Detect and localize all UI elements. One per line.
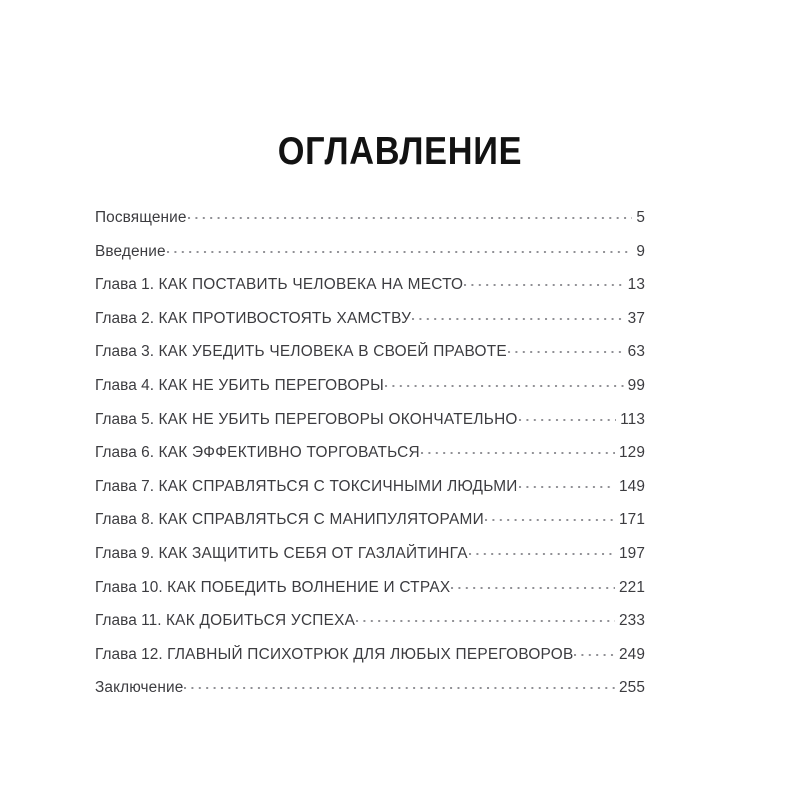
toc-entry-title: КАК УБЕДИТЬ ЧЕЛОВЕКА В СВОЕЙ ПРАВОТЕ — [158, 343, 507, 361]
toc-dot-leader — [469, 542, 615, 558]
toc-dot-leader — [167, 240, 633, 256]
toc-entry-page-number: 171 — [619, 511, 645, 529]
toc-entry-label — [95, 578, 450, 598]
toc-entry-label — [95, 443, 420, 463]
toc-entry-page-number: 99 — [627, 376, 645, 394]
toc-entry[interactable] — [95, 273, 645, 307]
toc-entry-title: Введение — [95, 242, 166, 260]
toc-dot-leader — [464, 273, 623, 289]
toc-entry-list — [95, 206, 645, 710]
toc-entry-chapter-number: Глава 10. — [95, 578, 163, 596]
toc-entry-label — [95, 309, 411, 329]
toc-entry-label — [95, 342, 507, 362]
toc-entry-chapter-number: Глава 4. — [95, 376, 155, 394]
toc-dot-leader — [385, 374, 624, 390]
page-title: ОГЛАВЛЕНИЕ — [277, 130, 523, 174]
toc-entry-title: КАК НЕ УБИТЬ ПЕРЕГОВОРЫ — [158, 376, 385, 394]
toc-entry-label — [95, 510, 484, 530]
toc-entry-chapter-number: Глава 5. — [95, 410, 155, 428]
toc-entry-page-number: 129 — [619, 444, 645, 462]
toc-entry-page-number: 9 — [636, 242, 645, 260]
toc-entry-page-number: 13 — [627, 276, 645, 294]
toc-entry[interactable] — [95, 374, 645, 408]
toc-entry[interactable] — [95, 441, 645, 475]
toc-entry-title: КАК СПРАВЛЯТЬСЯ С МАНИПУЛЯТОРАМИ — [158, 511, 484, 529]
toc-entry-title: КАК НЕ УБИТЬ ПЕРЕГОВОРЫ ОКОНЧАТЕЛЬНО — [158, 410, 518, 428]
toc-dot-leader — [508, 340, 624, 356]
toc-entry-page-number: 149 — [619, 477, 645, 495]
toc-entry-page-number: 197 — [619, 544, 645, 562]
toc-entry-label — [95, 645, 573, 665]
toc-dot-leader — [485, 508, 615, 524]
toc-entry[interactable] — [95, 676, 645, 710]
toc-dot-leader — [519, 475, 615, 491]
toc-entry-label — [95, 208, 187, 228]
toc-entry-page-number: 113 — [620, 410, 645, 428]
toc-dot-leader — [574, 643, 615, 659]
toc-dot-leader — [184, 676, 615, 692]
toc-entry-chapter-number: Глава 1. — [95, 276, 155, 294]
toc-entry-title: КАК ДОБИТЬСЯ УСПЕХА — [165, 612, 356, 630]
toc-entry-title: КАК ЭФФЕКТИВНО ТОРГОВАТЬСЯ — [158, 444, 420, 462]
toc-entry[interactable] — [95, 508, 645, 542]
toc-dot-leader — [412, 307, 624, 323]
toc-entry[interactable] — [95, 475, 645, 509]
toc-entry-chapter-number: Глава 12. — [95, 645, 163, 663]
toc-dot-leader — [188, 206, 633, 222]
toc-entry-title: КАК ПОСТАВИТЬ ЧЕЛОВЕКА НА МЕСТО — [158, 276, 464, 294]
toc-entry-label — [95, 544, 468, 564]
toc-entry-page-number: 63 — [627, 343, 645, 361]
toc-entry[interactable] — [95, 609, 645, 643]
toc-entry-chapter-number: Глава 7. — [95, 477, 155, 495]
toc-entry-page-number: 221 — [619, 578, 645, 596]
toc-entry-chapter-number: Глава 9. — [95, 544, 155, 562]
toc-entry-label — [95, 611, 355, 631]
toc-entry[interactable] — [95, 340, 645, 374]
toc-entry-title: КАК ПОБЕДИТЬ ВОЛНЕНИЕ И СТРАХ — [167, 578, 451, 596]
toc-entry-title: КАК ЗАЩИТИТЬ СЕБЯ ОТ ГАЗЛАЙТИНГА — [158, 544, 468, 562]
toc-entry-label — [95, 275, 463, 295]
toc-entry-title: Посвящение — [95, 209, 187, 226]
toc-dot-leader — [451, 576, 615, 592]
toc-dot-leader — [421, 441, 615, 457]
toc-entry-label — [95, 410, 518, 430]
toc-entry-title: ГЛАВНЫЙ ПСИХОТРЮК ДЛЯ ЛЮБЫХ ПЕРЕГОВОРОВ — [167, 645, 574, 663]
toc-entry-title: КАК СПРАВЛЯТЬСЯ С ТОКСИЧНЫМИ ЛЮДЬМИ — [158, 477, 518, 495]
toc-dot-leader — [356, 609, 615, 625]
toc-entry[interactable] — [95, 206, 645, 240]
toc-entry[interactable] — [95, 542, 645, 576]
toc-entry-title: Заключение — [95, 679, 184, 697]
toc-entry-page-number: 5 — [636, 209, 645, 226]
toc-entry-title: КАК ПРОТИВОСТОЯТЬ ХАМСТВУ — [158, 309, 412, 327]
toc-entry-chapter-number: Глава 11. — [95, 612, 162, 630]
toc-entry[interactable] — [95, 240, 645, 274]
toc-entry-chapter-number: Глава 2. — [95, 309, 155, 327]
toc-entry[interactable] — [95, 576, 645, 610]
toc-dot-leader — [519, 408, 616, 424]
toc-entry[interactable] — [95, 307, 645, 341]
toc-entry-label — [95, 376, 384, 396]
toc-entry-page-number: 233 — [619, 612, 645, 630]
toc-entry-page-number: 37 — [627, 309, 645, 327]
toc-entry[interactable] — [95, 408, 645, 442]
toc-entry-page-number: 255 — [619, 679, 645, 697]
toc-entry[interactable] — [95, 643, 645, 677]
toc-entry-label — [95, 242, 166, 262]
toc-entry-label — [95, 678, 183, 698]
toc-entry-page-number: 249 — [619, 645, 645, 663]
toc-entry-chapter-number: Глава 3. — [95, 343, 155, 361]
toc-entry-label — [95, 477, 518, 497]
toc-entry-chapter-number: Глава 8. — [95, 511, 155, 529]
toc-entry-chapter-number: Глава 6. — [95, 444, 155, 462]
